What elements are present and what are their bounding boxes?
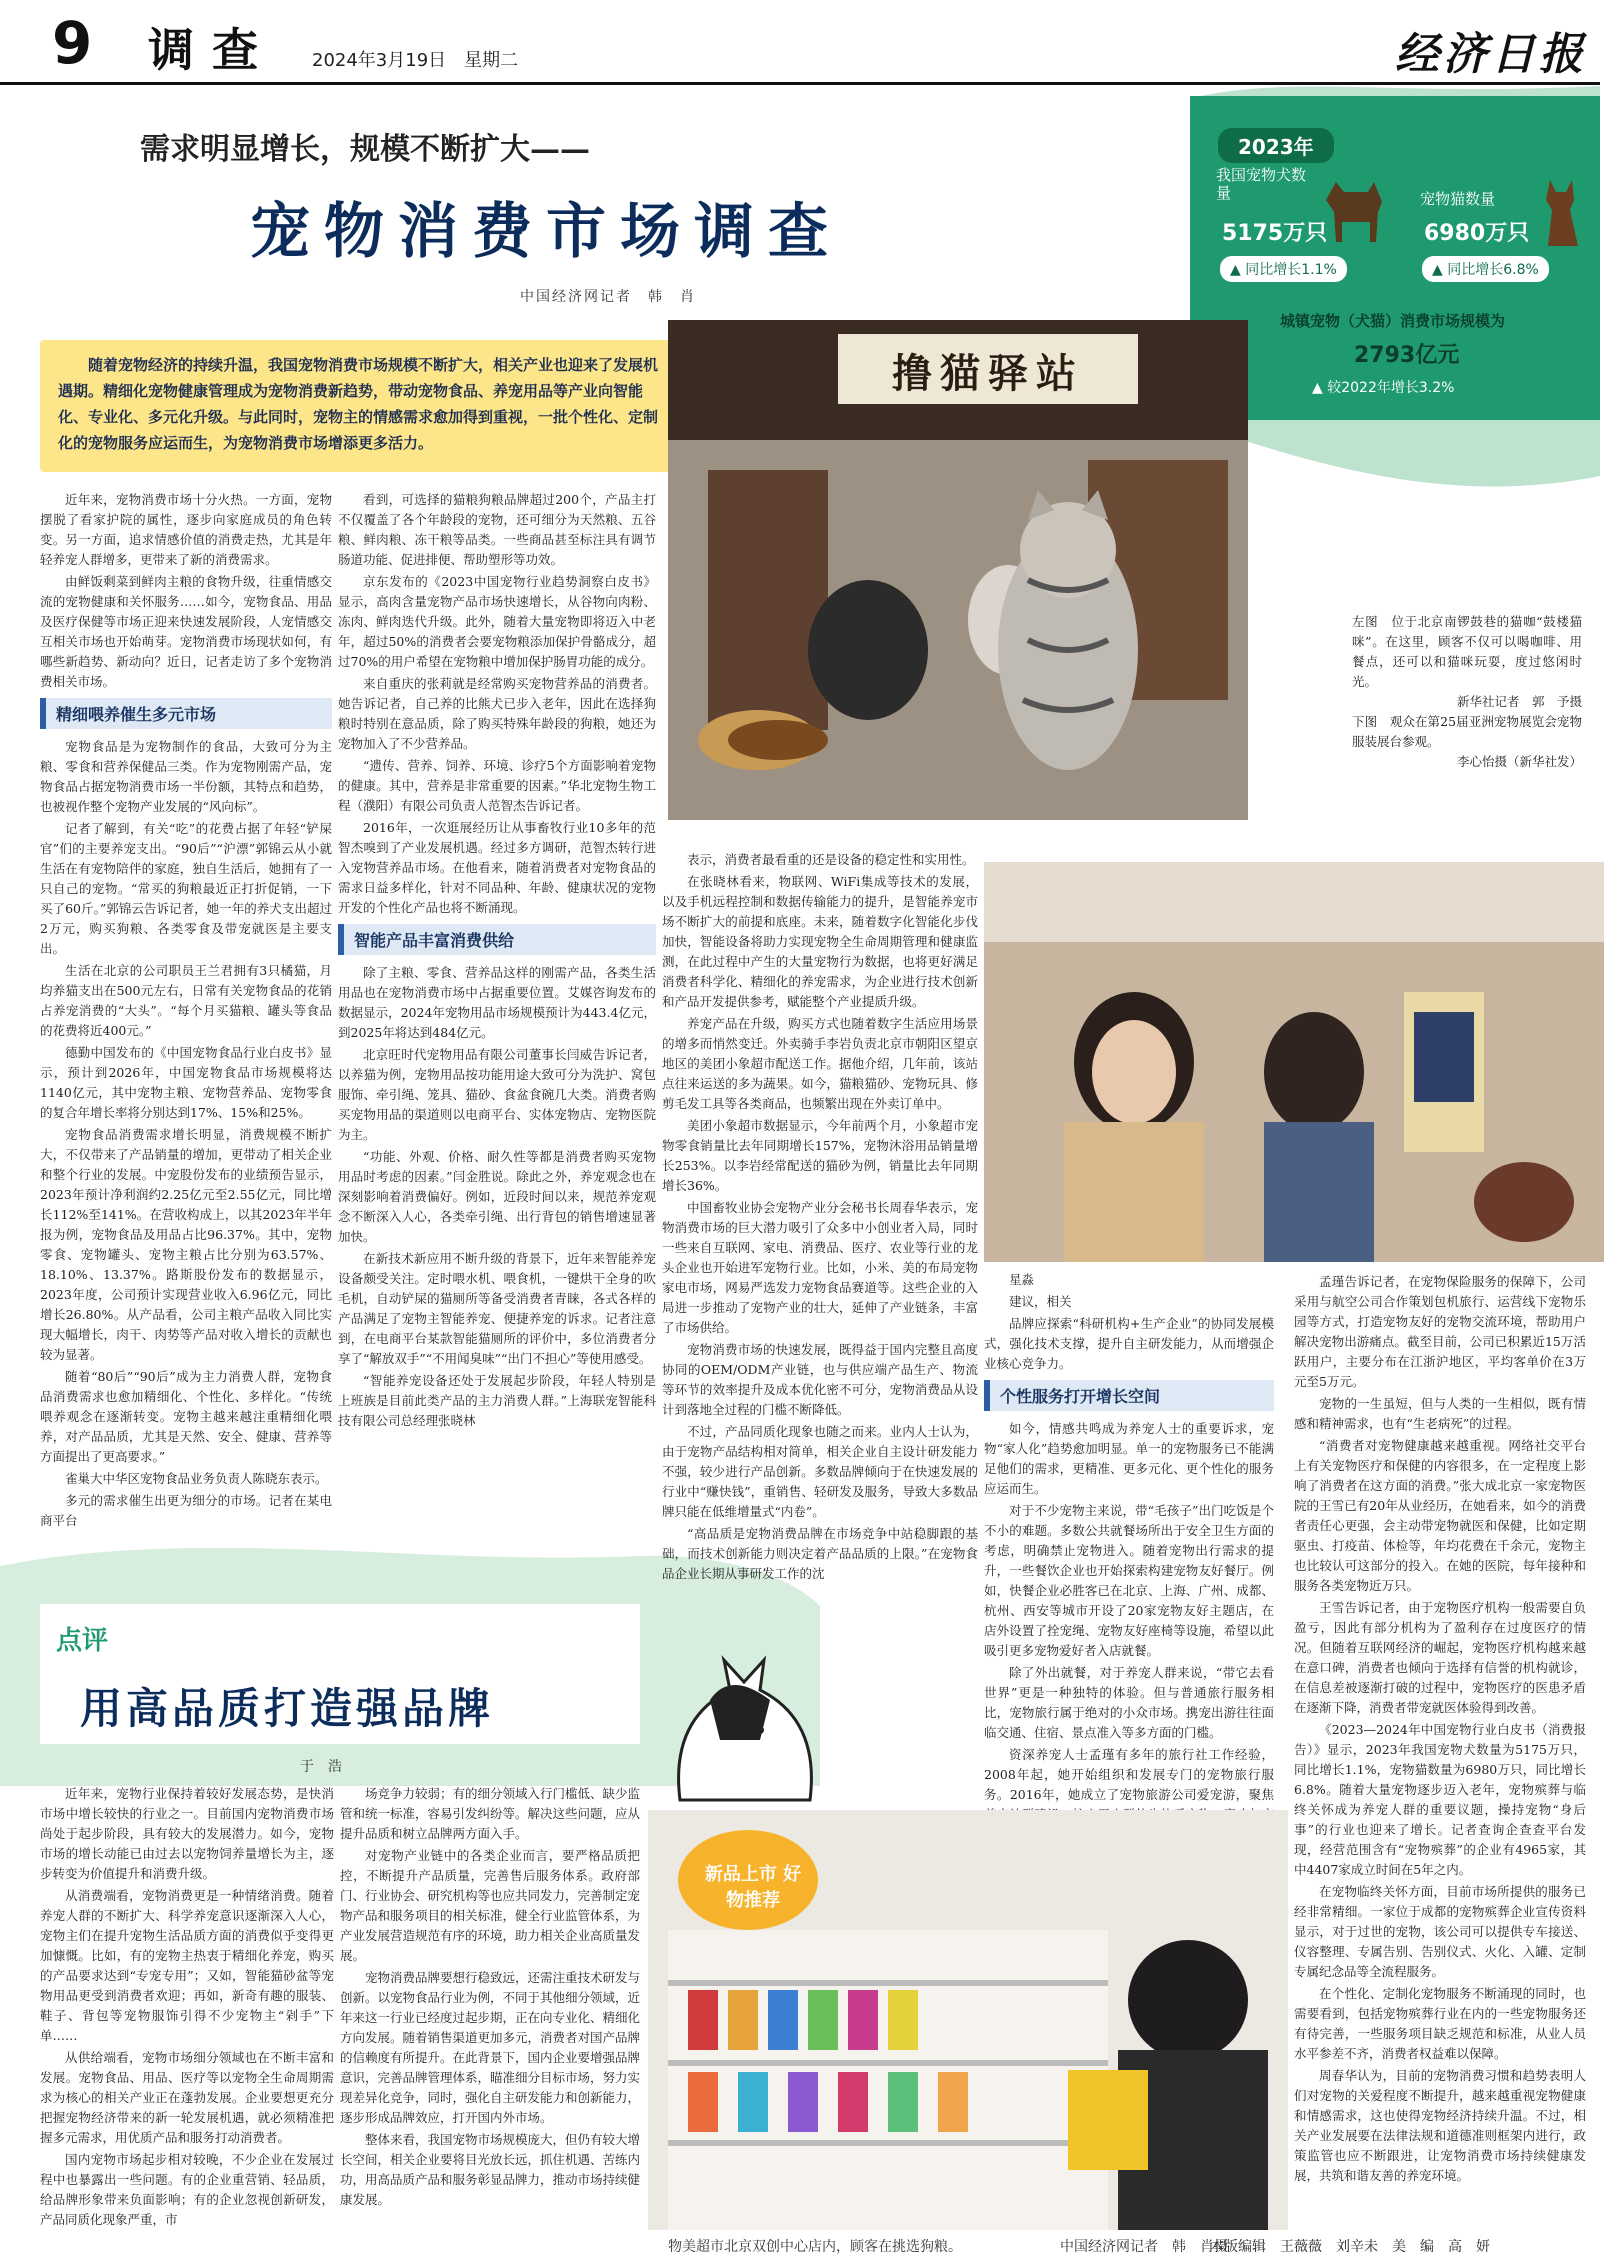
pet-expo-illustration — [984, 862, 1604, 1262]
stats-year: 2023年 — [1218, 128, 1334, 163]
paragraph: 表示，消费者最看重的还是设备的稳定性和实用性。 — [687, 852, 975, 867]
header-rule — [0, 82, 1600, 85]
commentary-column-1 — [40, 1784, 334, 2234]
caption-left-text: 左图 位于北京南锣鼓巷的猫咖“鼓楼猫咪”。在这里，顾客不仅可以喝咖啡、用餐点，还可以和猫咪玩耍，度过悠闲时光。 — [1352, 614, 1582, 689]
paragraph: 星淼 — [1009, 1272, 1035, 1287]
cat-growth-badge: ▲ 同比增长6.8% — [1422, 256, 1549, 282]
paragraph: 王雪告诉记者，由于宠物医疗机构一般需要自负盈亏，因此有部分机构为了盈利存在过度医疗的情况。但随着互联网经济的崛起，宠物医疗机构越来越在意口碑，消费者也倾向于选择有信誉的机构就诊，在信息差被逐渐打破的过程中，宠物医疗的医患矛盾在逐渐下降，消费者带宠就医体验得到改善。 — [1294, 1600, 1586, 1715]
commentary-title: 用高品质打造强品牌 — [80, 1684, 495, 1733]
paragraph: “智能养宠设备还处于发展起步阶段，年轻人特别是上班族是目前此类产品的主力消费人群。”上海联宠智能科技有限公司总经理张晓林 — [338, 1373, 656, 1428]
paragraph: 生活在北京的公司职员王兰君拥有3只橘猫，月均养猫支出在500元左右，日常有关宠物食品的花销占养宠消费的“大头”。“每个月买猫粮、罐头等食品的花费将近400元。” — [40, 963, 332, 1038]
photo-caption-left — [1352, 612, 1582, 772]
paragraph: 建议，相关 — [1009, 1294, 1072, 1309]
newspaper-masthead: 经济日报 — [1395, 29, 1587, 80]
commentary-paragraph: 从供给端看，宠物市场细分领域也在不断丰富和发展。宠物食品、用品、医疗等以宠物全生命周期需求为核心的相关产业正在蓬勃发展。企业要想更充分把握宠物经济带来的新一轮发展机遇，就必须精准把握多元需求，用优质产品和服务打动消费者。 — [40, 2050, 334, 2145]
market-growth-badge: ▲ 较2022年增长3.2% — [1302, 374, 1464, 400]
paragraph: “功能、外观、价格、耐久性等都是消费者购买宠物用品时考虑的因素。”闫金胜说。除此之外，养宠观念也在深刻影响着消费偏好。例如，近段时间以来，规范养宠观念不断深入人心，各类牵引绳、出行背包的销售增速显著加快。 — [338, 1149, 656, 1244]
paragraph: 除了主粮、零食、营养品这样的刚需产品，各类生活用品也在宠物消费市场中占据重要位置。艾媒咨询发布的数据显示，2024年宠物用品市场规模预计为443.4亿元，到2025年将达到484亿元。 — [338, 965, 656, 1040]
paragraph: 雀巢大中华区宠物食品业务负责人陈晓东表示。 — [65, 1471, 328, 1486]
article-column-4 — [984, 1270, 1274, 1802]
paragraph: 京东发布的《2023中国宠物行业趋势洞察白皮书》显示，高肉含量宠物产品市场快速增长，从谷物向肉粉、冻肉、鲜肉迭代升级。此外，随着大量宠物即将迈入中老年，超过50%的消费者会要宠物粮添加保护骨骼成分，超过70%的用户希望在宠物粮中增加保护肠胃功能的成分。 — [338, 574, 656, 669]
cat-cafe-photo — [668, 320, 1248, 820]
commentary-paragraph: 国内宠物市场起步相对较晚，不少企业在发展过程中也暴露出一些问题。有的企业重营销、轻品质，给品牌形象带来负面影响；有的企业忽视创新研发，产品同质化现象严重，市 — [40, 2152, 334, 2227]
commentary-paragraph: 从消费端看，宠物消费更是一种情绪消费。随着养宠人群的不断扩大、科学养宠意识逐渐深入人心，宠物主们在提升宠物生活品质方面的消费似乎变得更加慷慨。比如，有的宠物主热衷于精细化养宠，购买的产品要求达到“专宠专用”；又如，智能猫砂盆等宠物用品更受到消费者欢迎；再如，新奇有趣的服装、鞋子、背包等宠物服饰引得不少宠物主“剁手”下单…… — [40, 1888, 334, 2043]
commentary-paragraph: 近年来，宠物行业保持着较好发展态势，是快消市场中增长较快的行业之一。目前国内宠物消费市场尚处于起步阶段，具有较大的发展潜力。如今，宠物市场的增长动能已由过去以宠物饲养量增长为主，逐步转变为价值提升和消费升级。 — [40, 1786, 334, 1881]
cat-count-label: 宠物猫数量 — [1420, 190, 1496, 208]
paragraph: 多元的需求催生出更为细分的市场。记者在某电商平台 — [40, 1493, 332, 1528]
paragraph: 近年来，宠物消费市场十分火热。一方面，宠物摆脱了看家护院的属性，逐步向家庭成员的角色转变。另一方面，追求情感价值的消费走热，尤其是年轻养宠人群增多，更带来了新的消费需求。 — [40, 492, 332, 567]
article-byline: 中国经济网记者 韩 肖 — [520, 289, 696, 305]
paragraph: 品牌应探索“科研机构+生产企业”的协同发展模式，强化技术支撑，提升自主研发能力，从而增强企业核心竞争力。 — [984, 1316, 1274, 1371]
commentary-paragraph: 宠物消费品牌要想行稳致远，还需注重技术研发与创新。以宠物食品行业为例，不同于其他细分领域，近年来这一行业已经度过起步期，正在向专业化、精细化方向发展。随着销售渠道更加多元，消费者对国产品牌的信赖度有所提升。在此背景下，国内企业要增强品牌意识，完善品牌管理体系，瞄准细分目标市场，努力实现差异化竞争，同时，强化自主研发能力和创新能力，逐步形成品牌效应，打开国内外市场。 — [340, 1970, 641, 2125]
paragraph: 对于不少宠物主来说，带“毛孩子”出门吃饭是个不小的难题。多数公共就餐场所出于安全卫生方面的考虑，明确禁止宠物进入。随着宠物出行需求的提升，一些餐饮企业也开始探索构建宠物友好餐厅。例如，快餐企业必胜客已在北京、上海、广州、成都、杭州、西安等城市开设了20家宠物友好主题店，在店外设置了拴宠绳、宠物友好座椅等设施，希望以此吸引更多宠物爱好者入店就餐。 — [984, 1503, 1274, 1658]
subhead-personal-services: 个性服务打开增长空间 — [984, 1380, 1274, 1411]
paragraph: 在新技术新应用不断升级的背景下，近年来智能养宠设备颇受关注。定时喂水机、喂食机，一键烘干全身的吹毛机，自动铲屎的猫厕所等备受消费者青睐，各式各样的产品满足了宠物主智能养宠、便捷养宠的诉求。记者注意到，在电商平台某款智能猫厕所的评价中，多位消费者分享了“解放双手”“不用闻臭味”“出门不担心”等使用感受。 — [338, 1251, 656, 1366]
paragraph: 德勤中国发布的《中国宠物食品行业白皮书》显示，预计到2026年，中国宠物食品市场规模将达1140亿元，其中宠物主粮、宠物营养品、宠物零食的复合年增长率将分别达到17%、15%和25%。 — [40, 1045, 332, 1120]
caption-below-text: 下图 观众在第25届亚洲宠物展览会宠物服装展台参观。 — [1352, 714, 1582, 749]
paragraph: 在个性化、定制化宠物服务不断涌现的同时，也需要看到，包括宠物殡葬行业在内的一些宠物服务还有待完善，一些服务项目缺乏规范和标准，从业人员水平参差不齐，消费者权益难以保障。 — [1294, 1986, 1586, 2061]
paragraph: 随着“80后”“90后”成为主力消费人群，宠物食品消费需求也愈加精细化、个性化、多样化。“传统喂养观念在逐渐转变。宠物主越来越注重精细化喂养，对产品品质，尤其是天然、安全、健康、营养等方面提出了更高要求。” — [40, 1369, 332, 1464]
article-column-2 — [338, 490, 656, 1490]
paragraph: 记者了解到，有关“吃”的花费占据了年轻“铲屎官”们的主要养宠支出。“90后”“沪漂”郭锦云从小就生活在有宠物陪伴的家庭，独自生活后，她拥有了一只自己的宠物。“常买的狗粮最近正打折促销，一下买了60斤。”郭锦云告诉记者，她一年的养犬支出超过2万元，购买狗粮、各类零食及带宠就医是主要支出。 — [40, 821, 332, 956]
supermarket-credit: 中国经济网记者 韩 肖摄 — [1060, 2239, 1228, 2255]
cat-count-value: 6980万只 — [1424, 221, 1530, 246]
dog-growth-badge: ▲ 同比增长1.1% — [1220, 256, 1347, 282]
cartoon-cat-icon — [660, 1640, 810, 1810]
commentary-paragraph: 整体来看，我国宠物市场规模庞大，但仍有较大增长空间，相关企业要将目光放长远，抓住机遇、苦练内功，用高品质产品和服务彰显品牌力，推动市场持续健康发展。 — [340, 2132, 641, 2207]
supermarket-photo — [648, 1810, 1288, 2230]
cafe-sign-text: 撸猫驿站 — [892, 350, 1084, 397]
paragraph: 周春华认为，目前的宠物消费习惯和趋势表明人们对宠物的关爱程度不断提升，越来越重视宠物健康和情感需求，这也使得宠物经济持续升温。不过，相关产业发展要在法律法规和道德准则框架内进行，政策监管也应不断跟进，让宠物消费市场持续健康发展，共筑和谐友善的养宠环境。 — [1294, 2068, 1586, 2183]
paragraph: 宠物的一生虽短，但与人类的一生相似，既有情感和精神需求，也有“生老病死”的过程。 — [1294, 1396, 1586, 1431]
page-editors: 本版编辑 王薇薇 刘辛未 美 编 高 妍 — [1210, 2239, 1490, 2255]
caption-left-credit: 新华社记者 郭 予摄 — [1456, 694, 1582, 709]
pet-expo-photo — [984, 862, 1604, 1262]
commentary-column-2 — [340, 1784, 640, 2234]
subhead-fine-feeding: 精细喂养催生多元市场 — [40, 698, 332, 729]
article-headline: 宠物消费市场调查 — [250, 197, 842, 267]
dog-icon — [1316, 170, 1392, 250]
commentary-paragraph: 对宠物产业链中的各类企业而言，要严格品质把控，不断提升产品质量，完善售后服务体系。政府部门、行业协会、研究机构等也应共同发力，完善制定宠物产品和服务项目的相关标准，健全行业监管体系，为产业发展营造规范有序的环境，助力相关企业高质量发展。 — [340, 1848, 641, 1963]
paragraph: 2016年，一次逛展经历让从事畜牧行业10多年的范智杰嗅到了产业发展机遇。经过多方调研，范智杰转行进入宠物营养品市场。在他看来，随着消费者对宠物食品的需求日益多样化，针对不同品种、年龄、健康状况的宠物开发的个性化产品也将不断涌现。 — [338, 820, 656, 915]
paragraph: 北京旺时代宠物用品有限公司董事长闫威告诉记者，以养猫为例，宠物用品按功能用途大致可分为洗护、窝包服饰、牵引绳、笼具、猫砂、食盆食碗几大类。消费者购买宠物用品的渠道则以电商平台、实体宠物店、宠物医院为主。 — [338, 1047, 656, 1142]
cat-icon — [1530, 170, 1594, 254]
dog-count-value: 5175万只 — [1222, 221, 1328, 246]
paragraph: “消费者对宠物健康越来越重视。网络社交平台上有关宠物医疗和保健的内容很多，在一定程度上影响了消费者在这方面的消费。”张大成北京一家宠物医院的王雪已有20年从业经历，在她看来，如今的消费者责任心更强，会主动带宠物就医和保健，比如定期驱虫、打疫苗、体检等，年均花费在千余元，宠物主也比较认可这部分的投入。在她的医院，每年接种和服务各类宠物近万只。 — [1294, 1438, 1586, 1593]
supermarket-caption: 物美超市北京双创中心店内，顾客在挑选狗粮。 — [668, 2239, 962, 2255]
paragraph: 宠物食品消费需求增长明显，消费规模不断扩大，不仅带来了产品销量的增加，更带动了相关企业和整个行业的发展。中宠股份发布的业绩预告显示，2023年预计净利润约2.25亿元至2.55亿元，同比增长112%至141%。在营收构成上，以其2023年半年报为例，宠物食品及用品占比96.37%。其中，宠物零食、宠物罐头、宠物主粮占比分别为63.57%、18.10%、13.37%。路斯股份发布的数据显示，2023年度，公司预计实现营业收入6.96亿元，同比增长26.80%。从产品看，公司主粮产品收入同比实现大幅增长，肉干、肉势等产品对收入增长的贡献也较为显著。 — [40, 1127, 332, 1362]
section-title: 调查 — [148, 23, 276, 77]
paragraph: 养宠产品在升级，购买方式也随着数字生活应用场景的增多而悄然变迁。外卖骑手李岩负责北京市朝阳区望京地区的美团小象超市配送工作。据他介绍，几年前，该站点往来运送的多为蔬果。如今，猫粮猫砂、宠物玩具、修剪毛发工具等各类商品，也频繁出现在外卖订单中。 — [662, 1016, 978, 1111]
paragraph: 资深养宠人士孟瑾有多年的旅行社工作经验，2008年起，她开始组织和发展专门的宠物旅行服务。2016年，她成立了宠物旅游公司爱宠游，聚焦 — [984, 1747, 1274, 1802]
paragraph: 孟瑾告诉记者，在宠物保险服务的保障下，公司采用与航空公司合作策划包机旅行、运营线下宠物乐园等方式，打造宠物友好的宠物交流环境，帮助用户解决宠物出游痛点。截至目前，公司已积累近15万活跃用户，主要分布在江浙沪地区，平均客单价在3万元至5万元。 — [1294, 1274, 1586, 1389]
paragraph: 宠物消费市场的快速发展，既得益于国内完整且高度协同的OEM/ODM产业链，也与供应端产品生产、物流等环节的效率提升及成本优化密不可分，宠物消费品从设计到落地全过程的门槛不断降低。 — [662, 1342, 978, 1417]
article-column-1 — [40, 490, 332, 1528]
commentary-author: 于 浩 — [300, 1759, 342, 1775]
article-column-3 — [662, 850, 978, 1690]
paragraph: 除了外出就餐，对于养宠人群来说，“带它去看世界”更是一种独特的体验。但与普通旅行服务相比，宠物旅行属于绝对的小众市场。携宠出游往往面临交通、住宿、景点准入等多方面的门槛。 — [984, 1665, 1274, 1740]
paragraph: 来自重庆的张莉就是经常购买宠物营养品的消费者。她告诉记者，自己养的比熊犬已步入老年，因此在选择狗粮时特别在意品质，除了购买特殊年龄段的狗粮，她还为宠物加入了不少营养品。 — [338, 676, 656, 751]
commentary-paragraph: 场竞争力较弱；有的细分领域入行门槛低、缺少监管和统一标准，容易引发纠纷等。解决这些问题，应从提升品质和树立品牌两方面入手。 — [340, 1786, 641, 1841]
paragraph: 《2023—2024年中国宠物行业白皮书（消费报告）》显示，2023年我国宠物犬数量为5175万只，同比增长1.1%，宠物猫数量为6980万只，同比增长6.8%。随着大量宠物逐步迈入老年，宠物殡葬与临终关怀成为养宠人群的重要议题，操持宠物“身后事”的行业也迎来了增长。记者查询企查查平台发现，经营范围含有“宠物殡葬”的企业有4965家，其中4407家成立时间在5年之内。 — [1294, 1722, 1586, 1877]
paragraph: 看到，可选择的猫粮狗粮品牌超过200个，产品主打不仅覆盖了各个年龄段的宠物，还可细分为天然粮、五谷粮、鲜肉粮、冻干粮等品类。一些商品甚至标注具有调节肠道功能、促进排便、帮助塑形等功效。 — [338, 492, 656, 567]
commentary-tag: 点评 — [56, 1626, 109, 1656]
article-kicker: 需求明显增长，规模不断扩大—— — [140, 132, 590, 167]
paragraph: 不过，产品同质化现象也随之而来。业内人士认为，由于宠物产品结构相对简单，相关企业自主设计研发能力不强，较少进行产品创新。多数品牌倾向于在快速发展的行业中“赚快钱”，重销售、轻研发及服务，导致大多数品牌只能在低维增量式“内卷”。 — [662, 1424, 978, 1519]
paragraph: 美团小象超市数据显示，今年前两个月，小象超市宠物零食销量比去年同期增长157%，宠物沐浴用品销量增长253%。以李岩经常配送的猫砂为例，销量比去年同期增长36%。 — [662, 1118, 978, 1193]
paragraph: 如今，情感共鸣成为养宠人士的重要诉求，宠物“家人化”趋势愈加明显。单一的宠物服务已不能满足他们的需求，更精准、更多元化、更个性化的服务应运而生。 — [984, 1421, 1274, 1496]
lead-paragraph-box — [40, 340, 680, 472]
lead-paragraph: 随着宠物经济的持续升温，我国宠物消费市场规模不断扩大，相关产业也迎来了发展机遇期。精细化宠物健康管理成为宠物消费新趋势，带动宠物食品、养宠用品等产业向智能化、专业化、多元化升级。与此同时，宠物主的情感需求愈加得到重视，一批个性化、定制化的宠物服务应运而生，为宠物消费市场增添更多活力。 — [58, 356, 659, 452]
paragraph: 由鲜饭剩菜到鲜肉主粮的食物升级，往重情感交流的宠物健康和关怀服务……如今，宠物食品、用品及医疗保健等市场正迎来快速发展阶段，人宠情感交互相关市场也开始萌芽。宠物消费市场现状如何，有哪些新趋势、新动向？近日，记者走访了多个宠物消费相关市场。 — [40, 574, 332, 689]
paragraph: “遗传、营养、饲养、环境、诊疗5个方面影响着宠物的健康。其中，营养是非常重要的因素。”华北宠物生物工程（濮阳）有限公司负责人范智杰告诉记者。 — [338, 758, 656, 813]
caption-below-credit: 李心怡摄（新华社发） — [1456, 754, 1582, 769]
article-column-5 — [1294, 1272, 1586, 2232]
paragraph: 宠物食品是为宠物制作的食品，大致可分为主粮、零食和营养保健品三类。作为宠物刚需产品，宠物食品占据宠物消费市场一半份额，其特点和趋势，也被视作整个宠物产业发展的“风向标”。 — [40, 739, 332, 814]
page-number: 9 — [52, 9, 93, 77]
subhead-smart-products: 智能产品丰富消费供给 — [338, 924, 656, 955]
paragraph: 在宠物临终关怀方面，目前市场所提供的服务已经非常精细。一家位于成都的宠物殡葬企业宣传资料显示，对于过世的宠物，该公司可以提供专车接送、仪容整理、专属告别、告别仪式、火化、入罐、定制专属纪念品等全流程服务。 — [1294, 1884, 1586, 1979]
shop-promo-banner: 新品上市 好物推荐 — [704, 1864, 802, 1911]
paragraph: 在张晓林看来，物联网、WiFi集成等技术的发展，以及手机远程控制和数据传输能力的提升，是智能养宠市场不断扩大的前提和底座。未来，随着数字化智能化步伐加快，智能设备将助力实现宠物全生命周期管理和健康监测，在此过程中产生的大量宠物行为数据，也将更好满足消费者科学化、精细化的养宠需求，为企业进行技术创新和产品开发提供参考，赋能整个产业提质升级。 — [662, 874, 978, 1009]
market-size-label: 城镇宠物（犬猫）消费市场规模为 — [1280, 312, 1506, 330]
market-size-value: 2793亿元 — [1354, 343, 1460, 368]
issue-date: 2024年3月19日 星期二 — [312, 50, 519, 71]
dog-count-label: 我国宠物犬数量 — [1216, 166, 1307, 202]
paragraph: 中国畜牧业协会宠物产业分会秘书长周春华表示，宠物消费市场的巨大潜力吸引了众多中小创业者入局，同时一些来自互联网、家电、消费品、医疗、农业等行业的龙头企业也开始进军宠物行业。比如，小米、美的布局宠物家电市场，网易严选发力宠物食品赛道等。这些企业的入局进一步推动了宠物产业的壮大，延伸了产业链条，丰富了市场供给。 — [662, 1200, 978, 1335]
paragraph: “高品质是宠物消费品牌在市场竞争中站稳脚跟的基础，而技术创新能力则决定着产品品质的上限。”在宠物食品企业长期从事研发工作的沈 — [662, 1526, 978, 1581]
